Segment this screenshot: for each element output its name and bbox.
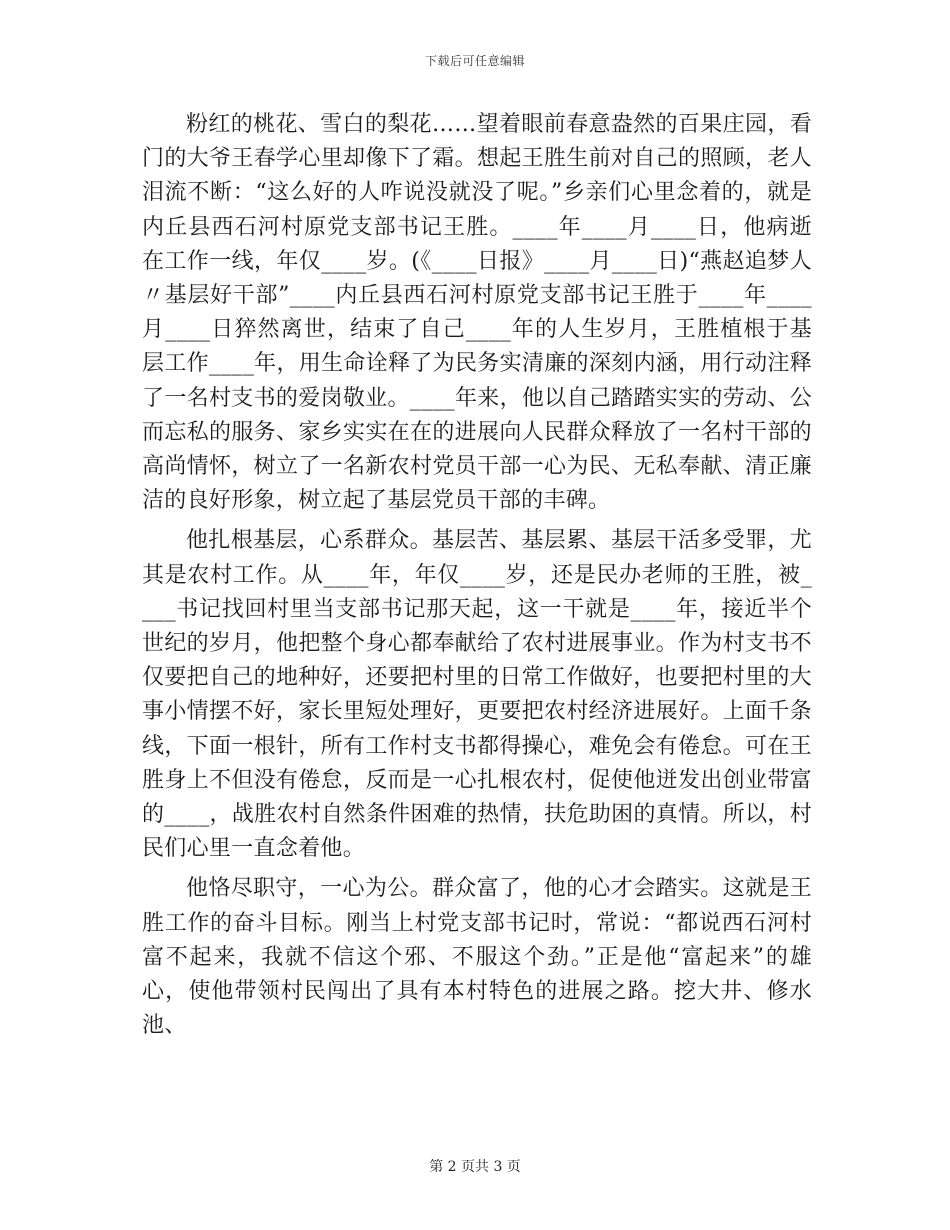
paragraph-2: 他扎根基层，心系群众。基层苦、基层累、基层干活多受罪，尤其是农村工作。从____年，年仅____岁，还是民办老师的王胜，被____书记找回村里当支部书记那天起，这一干就是____年，接近半个世纪的岁月，他把整个身心都奉献给了农村进展事业。作为村支书不仅要把自己的地种好，还要把村里的日常工作做好，也要把村里的大事小情摆不好，家长里短处理好，更要把农村经济进展好。上面千条线，下面一根针，所有工作村支书都得操心，难免会有倦怠。可在王胜身上不但没有倦怠，反而是一心扎根农村，促使他迸发出创业带富的____，战胜农村自然条件困难的热情，扶危助困的真情。所以，村民们心里一直念着他。: [142, 528, 812, 862]
paragraph-1: 粉红的桃花、雪白的梨花……望着眼前春意盎然的百果庄园，看门的大爷王春学心里却像下了霜。想起王胜生前对自己的照顾，老人泪流不断：“这么好的人咋说没就没了呢。”乡亲们心里念着的，就是内丘县西石河村原党支部书记王胜。____年____月____日，他病逝在工作一线，年仅____岁。(《____日报》____月____日)“燕赵追梦人〃基层好干部”____内丘县西石河村原党支部书记王胜于____年____月____日猝然离世，结束了自己____年的人生岁月，王胜植根于基层工作____年，用生命诠释了为民务实清廉的深刻内涵，用行动注释了一名村支书的爱岗敬业。____年来，他以自己踏踏实实的劳动、公而忘私的服务、家乡实实在在的进展向人民群众释放了一名村干部的高尚情怀，树立了一名新农村党员干部一心为民、无私奉献、清正廉洁的良好形象，树立起了基层党员干部的丰碑。: [142, 112, 812, 514]
document-body: [142, 108, 812, 1043]
page-header: 下载后可任意编辑: [424, 54, 525, 68]
paragraph-3: 他恪尽职守，一心为公。群众富了，他的心才会踏实。这就是王胜工作的奋斗目标。刚当上村党支部书记时，常说：“都说西石河村富不起来，我就不信这个邪、不服这个劲。”正是他“富起来”的雄心，使他带领村民闯出了具有本村特色的进展之路。挖大井、修水池、: [142, 876, 812, 1039]
page-footer: 第 2 页共 3 页: [429, 1159, 521, 1175]
